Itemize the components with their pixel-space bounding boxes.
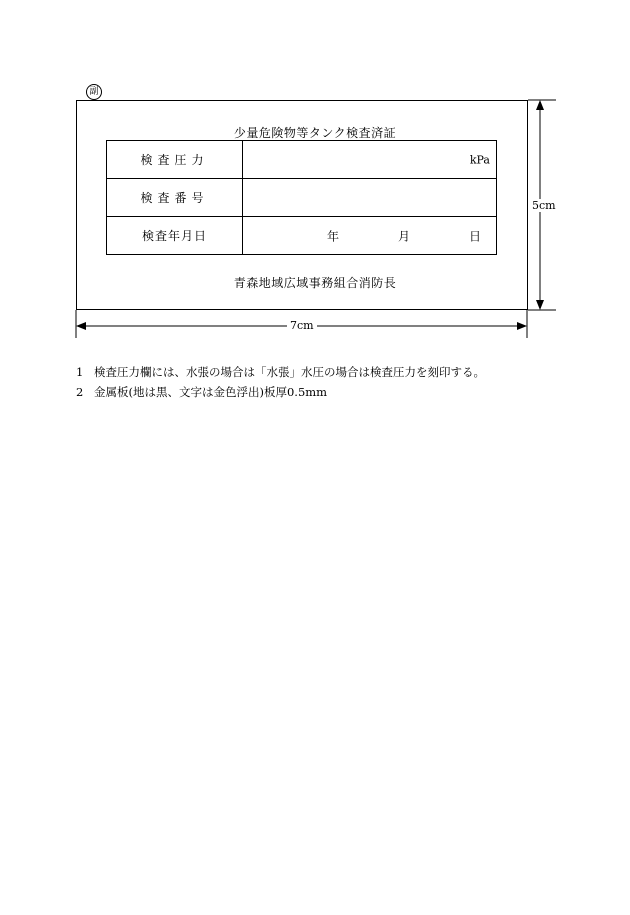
notes bbox=[76, 362, 485, 402]
issuing-authority: 青森地域広域事務組合消防長 bbox=[233, 276, 397, 290]
plate-title: 少量危険物等タンク検査済証 bbox=[233, 126, 397, 140]
height-arrow-bottom bbox=[536, 300, 544, 310]
duplicate-mark: 副 bbox=[86, 84, 102, 100]
day-unit: 日 bbox=[469, 229, 482, 243]
label-inspection-number: 検査番号 bbox=[107, 179, 243, 217]
width-dimension-label: 7cm bbox=[287, 319, 317, 332]
width-arrow-right bbox=[517, 322, 527, 330]
height-dimension-label: 5cm bbox=[529, 199, 559, 212]
note-item bbox=[76, 362, 485, 382]
width-arrow-left bbox=[76, 322, 86, 330]
label-inspection-date: 検査年月日 bbox=[107, 217, 243, 255]
note-item bbox=[76, 382, 485, 402]
label-inspection-pressure: 検査圧力 bbox=[107, 141, 243, 179]
pressure-unit: kPa bbox=[469, 153, 490, 166]
year-unit: 年 bbox=[327, 229, 340, 243]
month-unit: 月 bbox=[398, 229, 411, 243]
height-arrow-top bbox=[536, 100, 544, 110]
note-number: 2 bbox=[76, 385, 84, 399]
note-number: 1 bbox=[76, 365, 84, 379]
note-text: 金属板(地は黒、文字は金色浮出)板厚0.5mm bbox=[94, 385, 328, 399]
note-text: 検査圧力欄には、水張の場合は「水張」水圧の場合は検査圧力を刻印する。 bbox=[94, 365, 485, 379]
